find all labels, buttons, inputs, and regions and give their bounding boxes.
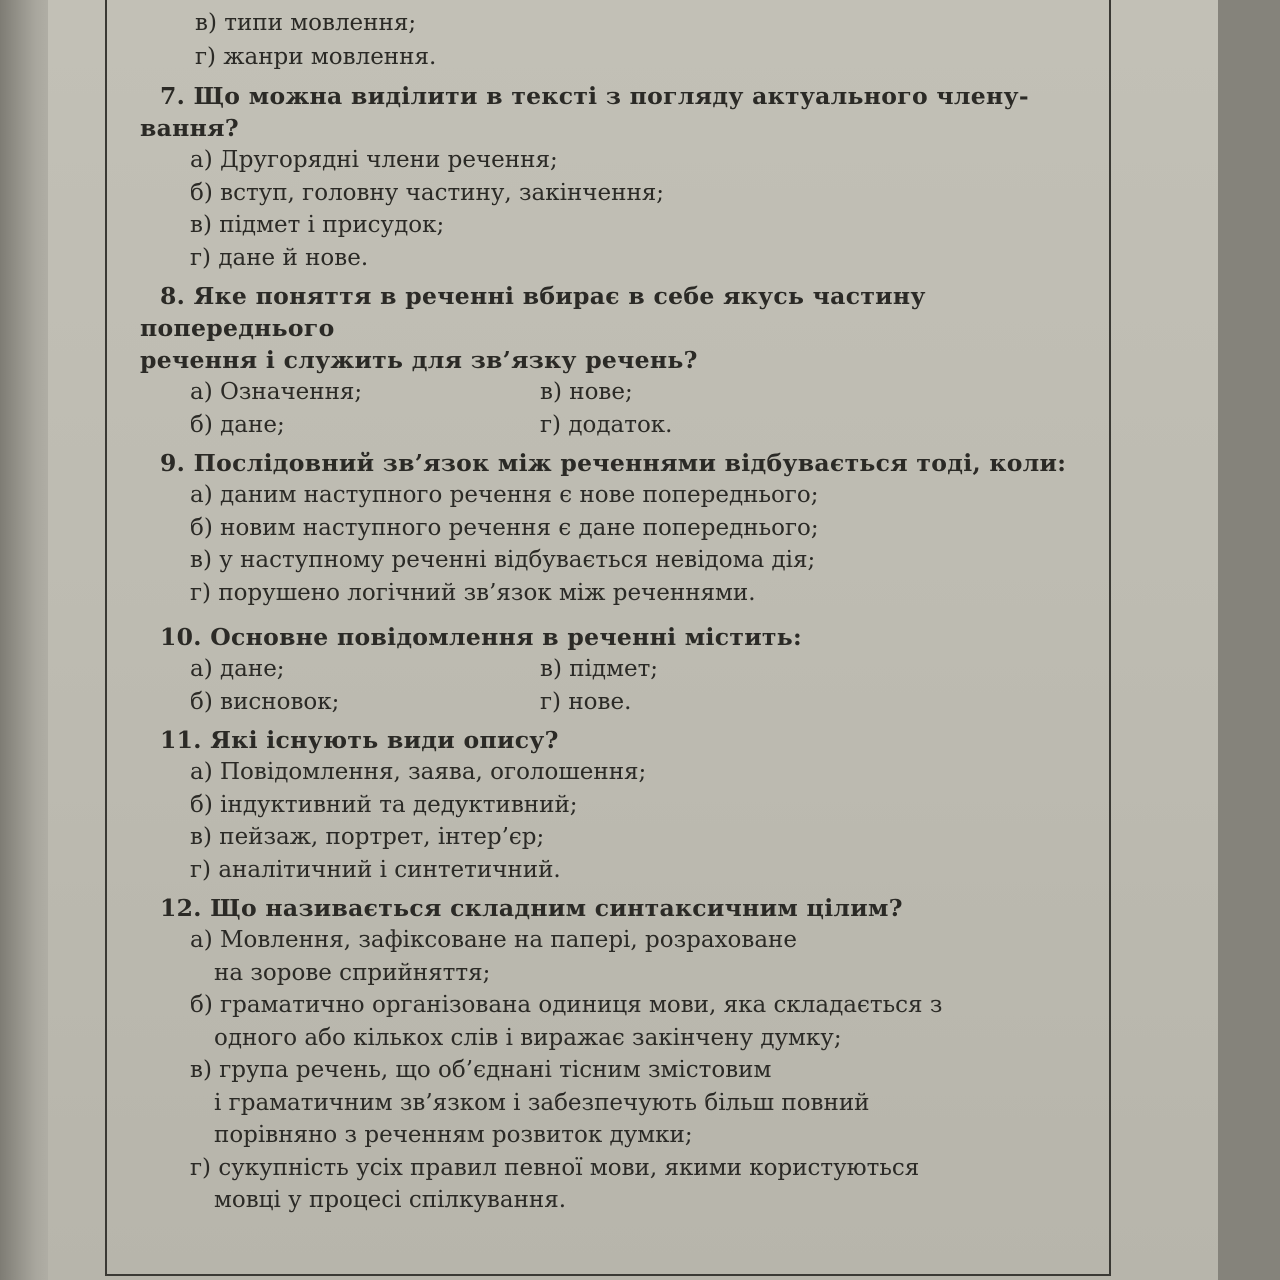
option-b: б) граматично організована одиниця мови, яка складається з одного або кількох слів і виражає закінчену думку; xyxy=(190,992,943,1051)
question-11 xyxy=(140,724,1090,886)
option-a: а) Означення; xyxy=(190,379,363,405)
option-a: а) дане; xyxy=(190,656,285,682)
option-c: в) підмет; xyxy=(540,656,659,682)
question-10 xyxy=(140,621,1090,718)
option-c: в) група речень, що об’єднані тісним змістовим і граматичним зв’язком і забезпечують більш повний порівняно з реченням розвиток думки; xyxy=(190,1057,870,1148)
option-a: а) Мовлення, зафіксоване на папері, розраховане на зорове сприйняття; xyxy=(190,927,797,986)
question-text: 7. Що можна виділити в тексті з погляду актуального члену- вання? xyxy=(140,82,1029,142)
option-c: в) пейзаж, портрет, інтер’єр; xyxy=(190,824,545,850)
option-d: г) дане й нове. xyxy=(190,244,369,271)
question-text: 9. Послідовний зв’язок між реченнями відбувається тоді, коли: xyxy=(160,449,1067,477)
option-b: б) новим наступного речення є дане попереднього; xyxy=(190,514,819,541)
question-8 xyxy=(140,280,1090,441)
option-d: г) додаток. xyxy=(540,411,673,438)
option-d: г) нове. xyxy=(540,688,632,715)
option-b: б) дане; xyxy=(190,411,285,438)
previous-question-options xyxy=(140,6,1090,74)
option-d: г) сукупність усіх правил певної мови, якими користуються мовці у процесі спілкування. xyxy=(190,1154,920,1213)
question-9 xyxy=(140,447,1090,609)
option-b: б) висновок; xyxy=(190,688,340,715)
question-12 xyxy=(140,892,1090,1217)
option-c: в) у наступному реченні відбувається невідома дія; xyxy=(190,547,816,573)
option-a: а) Повідомлення, заява, оголошення; xyxy=(190,759,647,785)
option-d: г) порушено логічний зв’язок між реченнями. xyxy=(190,579,756,606)
question-7 xyxy=(140,80,1090,274)
question-text: 8. Яке поняття в реченні вбирає в себе якусь частину попереднього речення і служить для зв’язку речень? xyxy=(140,282,926,374)
test-content xyxy=(140,6,1090,1217)
question-text: 11. Які існують види опису? xyxy=(160,726,559,754)
question-text: 10. Основне повідомлення в реченні містить: xyxy=(160,623,803,651)
option-b: б) індуктивний та дедуктивний; xyxy=(190,791,578,818)
option-d: г) аналітичний і синтетичний. xyxy=(190,856,561,883)
option: в) типи мовлення; xyxy=(195,10,417,36)
option: г) жанри мовлення. xyxy=(195,44,437,70)
option-b: б) вступ, головну частину, закінчення; xyxy=(190,179,665,206)
option-a: а) Другорядні члени речення; xyxy=(190,147,558,173)
option-a: а) даним наступного речення є нове попереднього; xyxy=(190,482,819,508)
question-text: 12. Що називається складним синтаксичним цілим? xyxy=(160,894,903,922)
background-surface xyxy=(1218,0,1280,1280)
option-c: в) нове; xyxy=(540,379,633,405)
option-c: в) підмет і присудок; xyxy=(190,212,445,238)
